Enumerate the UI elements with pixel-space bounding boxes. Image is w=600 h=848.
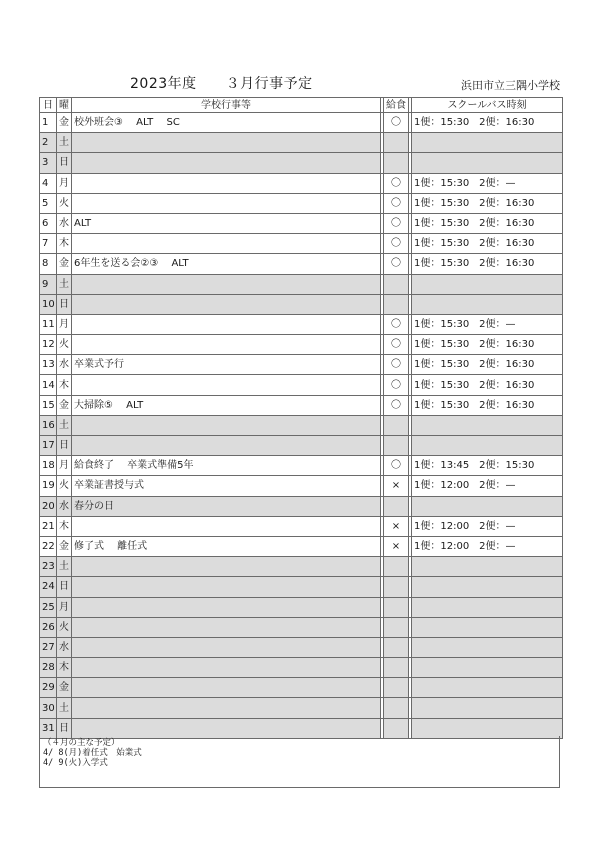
- bus-time-cell: 1便：15:30 2便：16:30: [412, 234, 563, 254]
- day-cell: 16: [40, 415, 57, 435]
- weekday-cell: 水: [57, 213, 72, 233]
- weekday-cell: 水: [57, 355, 72, 375]
- day-cell: 25: [40, 597, 57, 617]
- table-row: [40, 536, 563, 556]
- event-cell: [72, 173, 381, 193]
- event-cell: 春分の日: [72, 496, 381, 516]
- table-header-row: [40, 98, 563, 113]
- lunch-cell: [384, 557, 409, 577]
- table-row: [40, 395, 563, 415]
- event-cell: [72, 153, 381, 173]
- weekday-cell: 月: [57, 597, 72, 617]
- bus-time-cell: [412, 597, 563, 617]
- table-row: [40, 415, 563, 435]
- event-cell: [72, 597, 381, 617]
- table-row: [40, 617, 563, 637]
- weekday-cell: 火: [57, 335, 72, 355]
- day-cell: 27: [40, 637, 57, 657]
- lunch-cell: ×: [384, 476, 409, 496]
- bus-time-cell: 1便：15:30 2便：16:30: [412, 213, 563, 233]
- header-lunch: 給食: [384, 98, 409, 113]
- lunch-cell: 〇: [384, 173, 409, 193]
- bus-time-cell: [412, 415, 563, 435]
- bus-time-cell: 1便：15:30 2便：—: [412, 173, 563, 193]
- table-row: [40, 597, 563, 617]
- event-cell: [72, 274, 381, 294]
- bus-time-cell: [412, 133, 563, 153]
- lunch-cell: 〇: [384, 456, 409, 476]
- table-row: [40, 698, 563, 718]
- lunch-cell: [384, 274, 409, 294]
- day-cell: 30: [40, 698, 57, 718]
- table-row: [40, 234, 563, 254]
- day-cell: 21: [40, 516, 57, 536]
- event-cell: [72, 678, 381, 698]
- event-cell: 卒業式予行: [72, 355, 381, 375]
- table-row: [40, 476, 563, 496]
- bus-time-cell: 1便：15:30 2便：16:30: [412, 375, 563, 395]
- lunch-cell: [384, 294, 409, 314]
- event-cell: [72, 557, 381, 577]
- lunch-cell: ×: [384, 516, 409, 536]
- table-row: [40, 133, 563, 153]
- table-row: [40, 658, 563, 678]
- weekday-cell: 木: [57, 658, 72, 678]
- header-weekday: 曜: [57, 98, 72, 113]
- day-cell: 18: [40, 456, 57, 476]
- day-cell: 1: [40, 113, 57, 133]
- weekday-cell: 火: [57, 617, 72, 637]
- lunch-cell: 〇: [384, 193, 409, 213]
- bus-time-cell: [412, 153, 563, 173]
- bus-time-cell: [412, 637, 563, 657]
- notes-box: [39, 736, 560, 788]
- event-cell: [72, 658, 381, 678]
- bus-time-cell: 1便：15:30 2便：—: [412, 314, 563, 334]
- day-cell: 23: [40, 557, 57, 577]
- bus-time-cell: 1便：15:30 2便：16:30: [412, 113, 563, 133]
- day-cell: 29: [40, 678, 57, 698]
- lunch-cell: 〇: [384, 113, 409, 133]
- notes-line: 4/ 8(月)着任式 始業式: [43, 748, 142, 758]
- bus-time-cell: [412, 617, 563, 637]
- bus-time-cell: [412, 557, 563, 577]
- weekday-cell: 土: [57, 133, 72, 153]
- bus-time-cell: 1便：15:30 2便：16:30: [412, 335, 563, 355]
- day-cell: 8: [40, 254, 57, 274]
- table-row: [40, 456, 563, 476]
- day-cell: 12: [40, 335, 57, 355]
- event-cell: [72, 617, 381, 637]
- weekday-cell: 木: [57, 234, 72, 254]
- event-cell: [72, 193, 381, 213]
- event-cell: [72, 314, 381, 334]
- lunch-cell: [384, 637, 409, 657]
- header-bus: スクールバス時刻: [412, 98, 563, 113]
- lunch-cell: 〇: [384, 355, 409, 375]
- notes-heading: （４月の主な予定）: [43, 738, 120, 748]
- schedule-table: [39, 97, 563, 739]
- table-row: [40, 557, 563, 577]
- table-row: [40, 314, 563, 334]
- weekday-cell: 土: [57, 415, 72, 435]
- day-cell: 15: [40, 395, 57, 415]
- day-cell: 10: [40, 294, 57, 314]
- table-row: [40, 173, 563, 193]
- lunch-cell: [384, 133, 409, 153]
- table-row: [40, 436, 563, 456]
- event-cell: 卒業証書授与式: [72, 476, 381, 496]
- bus-time-cell: 1便：15:30 2便：16:30: [412, 355, 563, 375]
- weekday-cell: 土: [57, 274, 72, 294]
- day-cell: 5: [40, 193, 57, 213]
- event-cell: ALT: [72, 213, 381, 233]
- weekday-cell: 金: [57, 113, 72, 133]
- day-cell: 7: [40, 234, 57, 254]
- weekday-cell: 木: [57, 516, 72, 536]
- lunch-cell: [384, 597, 409, 617]
- event-cell: [72, 698, 381, 718]
- lunch-cell: [384, 658, 409, 678]
- day-cell: 19: [40, 476, 57, 496]
- table-row: [40, 516, 563, 536]
- lunch-cell: [384, 496, 409, 516]
- event-cell: [72, 516, 381, 536]
- weekday-cell: 日: [57, 436, 72, 456]
- bus-time-cell: 1便：12:00 2便：—: [412, 536, 563, 556]
- table-row: [40, 213, 563, 233]
- lunch-cell: 〇: [384, 375, 409, 395]
- event-cell: 6年生を送る会②③ ALT: [72, 254, 381, 274]
- lunch-cell: ×: [384, 536, 409, 556]
- lunch-cell: 〇: [384, 213, 409, 233]
- event-cell: 大掃除⑤ ALT: [72, 395, 381, 415]
- event-cell: [72, 577, 381, 597]
- table-row: [40, 254, 563, 274]
- table-row: [40, 577, 563, 597]
- notes-line: 4/ 9(火)入学式: [43, 758, 108, 768]
- lunch-cell: 〇: [384, 335, 409, 355]
- event-cell: [72, 415, 381, 435]
- event-cell: [72, 133, 381, 153]
- lunch-cell: 〇: [384, 234, 409, 254]
- table-row: [40, 335, 563, 355]
- weekday-cell: 月: [57, 456, 72, 476]
- table-row: [40, 678, 563, 698]
- day-cell: 28: [40, 658, 57, 678]
- table-row: [40, 274, 563, 294]
- bus-time-cell: [412, 658, 563, 678]
- event-cell: [72, 436, 381, 456]
- lunch-cell: 〇: [384, 314, 409, 334]
- bus-time-cell: [412, 436, 563, 456]
- day-cell: 4: [40, 173, 57, 193]
- lunch-cell: 〇: [384, 395, 409, 415]
- day-cell: 22: [40, 536, 57, 556]
- day-cell: 3: [40, 153, 57, 173]
- table-row: [40, 637, 563, 657]
- lunch-cell: [384, 698, 409, 718]
- bus-time-cell: [412, 577, 563, 597]
- event-cell: 給食終了 卒業式準備5年: [72, 456, 381, 476]
- lunch-cell: 〇: [384, 254, 409, 274]
- weekday-cell: 金: [57, 536, 72, 556]
- weekday-cell: 土: [57, 698, 72, 718]
- bus-time-cell: 1便：15:30 2便：16:30: [412, 254, 563, 274]
- day-cell: 26: [40, 617, 57, 637]
- event-cell: [72, 234, 381, 254]
- weekday-cell: 金: [57, 254, 72, 274]
- bus-time-cell: 1便：13:45 2便：15:30: [412, 456, 563, 476]
- event-cell: [72, 637, 381, 657]
- weekday-cell: 水: [57, 637, 72, 657]
- lunch-cell: [384, 415, 409, 435]
- event-cell: [72, 294, 381, 314]
- bus-time-cell: 1便：12:00 2便：—: [412, 516, 563, 536]
- weekday-cell: 月: [57, 314, 72, 334]
- weekday-cell: 金: [57, 678, 72, 698]
- bus-time-cell: [412, 698, 563, 718]
- table-row: [40, 496, 563, 516]
- lunch-cell: [384, 436, 409, 456]
- bus-time-cell: [412, 274, 563, 294]
- page-title: 2023年度 ３月行事予定: [130, 76, 313, 92]
- lunch-cell: [384, 577, 409, 597]
- bus-time-cell: [412, 678, 563, 698]
- day-cell: 13: [40, 355, 57, 375]
- weekday-cell: 火: [57, 193, 72, 213]
- table-row: [40, 375, 563, 395]
- day-cell: 24: [40, 577, 57, 597]
- lunch-cell: [384, 678, 409, 698]
- weekday-cell: 月: [57, 173, 72, 193]
- weekday-cell: 日: [57, 294, 72, 314]
- weekday-cell: 火: [57, 476, 72, 496]
- day-cell: 9: [40, 274, 57, 294]
- bus-time-cell: [412, 294, 563, 314]
- weekday-cell: 金: [57, 395, 72, 415]
- school-name: 浜田市立三隅小学校: [461, 79, 560, 92]
- weekday-cell: 水: [57, 496, 72, 516]
- bus-time-cell: 1便：15:30 2便：16:30: [412, 193, 563, 213]
- weekday-cell: 日: [57, 153, 72, 173]
- table-row: [40, 113, 563, 133]
- bus-time-cell: 1便：12:00 2便：—: [412, 476, 563, 496]
- day-cell: 2: [40, 133, 57, 153]
- day-cell: 20: [40, 496, 57, 516]
- table-row: [40, 153, 563, 173]
- event-cell: [72, 375, 381, 395]
- weekday-cell: 土: [57, 557, 72, 577]
- day-cell: 14: [40, 375, 57, 395]
- event-cell: [72, 335, 381, 355]
- bus-time-cell: [412, 496, 563, 516]
- weekday-cell: 日: [57, 577, 72, 597]
- table-row: [40, 193, 563, 213]
- event-cell: 修了式 離任式: [72, 536, 381, 556]
- day-cell: 31: [40, 718, 57, 738]
- weekday-cell: 日: [57, 718, 72, 738]
- table-row: [40, 294, 563, 314]
- day-cell: 11: [40, 314, 57, 334]
- day-cell: 17: [40, 436, 57, 456]
- header-day: 日: [40, 98, 57, 113]
- bus-time-cell: 1便：15:30 2便：16:30: [412, 395, 563, 415]
- day-cell: 6: [40, 213, 57, 233]
- event-cell: 校外班会③ ALT SC: [72, 113, 381, 133]
- weekday-cell: 木: [57, 375, 72, 395]
- lunch-cell: [384, 617, 409, 637]
- lunch-cell: [384, 153, 409, 173]
- table-row: [40, 355, 563, 375]
- header-events: 学校行事等: [72, 98, 381, 113]
